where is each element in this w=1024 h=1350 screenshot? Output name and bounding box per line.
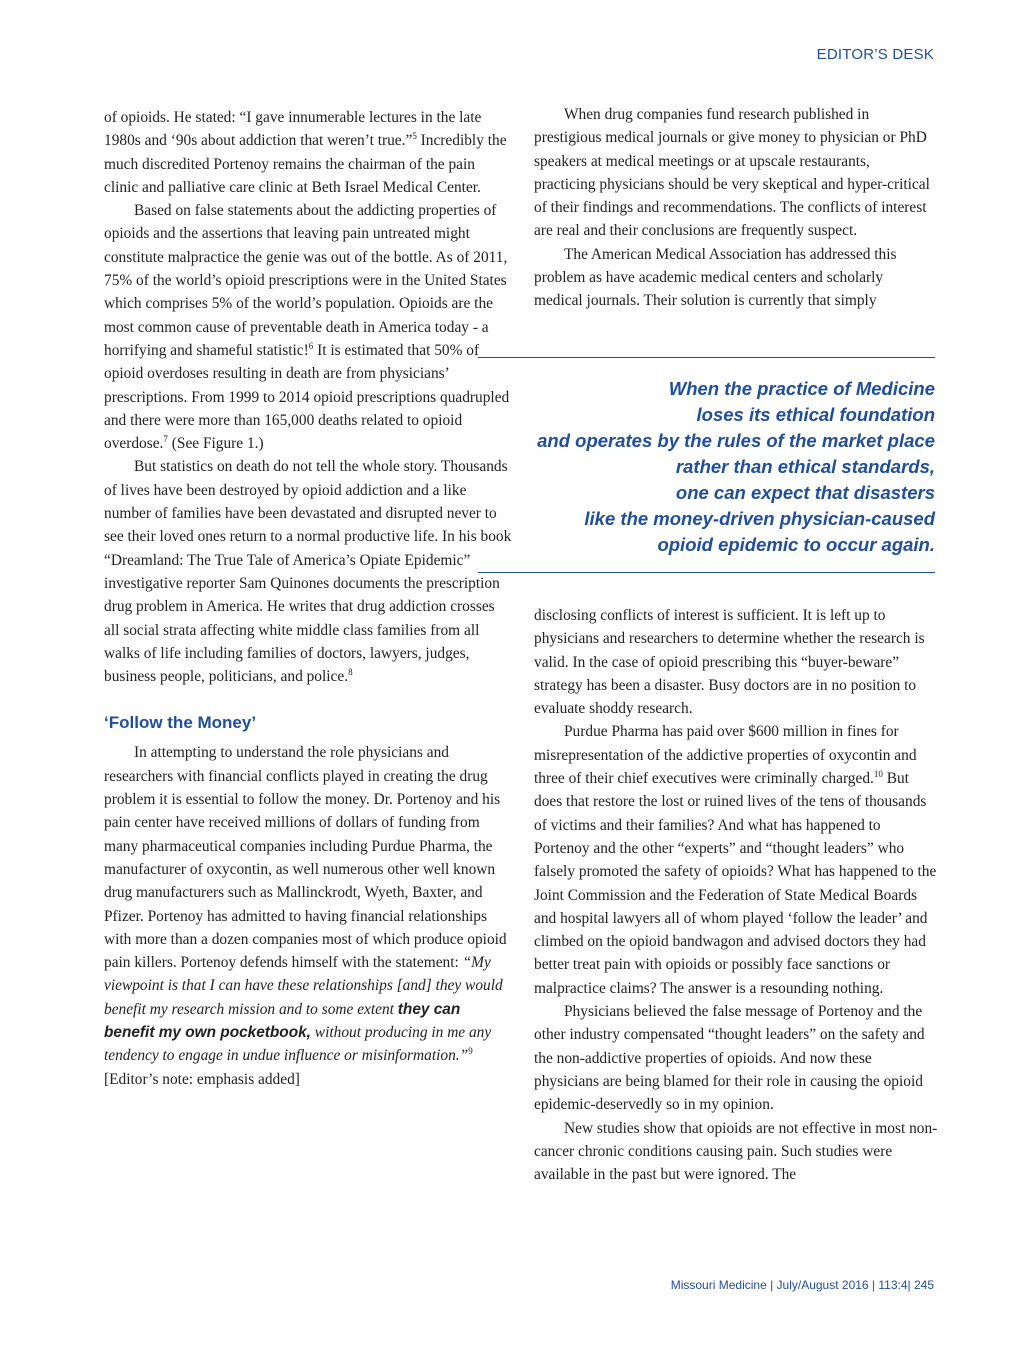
paragraph: disclosing conflicts of interest is sufficient. It is left up to physicians and researchers to determine whether the research is valid. In the case of opioid prescribing this “buyer-beware” strategy has been a disaster. Busy doctors are in no position to evaluate shoddy research.	[534, 607, 925, 718]
section-subheading: ‘Follow the Money’	[104, 713, 257, 733]
footnote-ref: 8	[348, 667, 353, 677]
quote: “My viewpoint is that I can have these relationships [and] they would benefit my research mission and to some extent	[104, 954, 503, 1018]
footnote-ref: 10	[873, 768, 883, 779]
pull-quote-top-rule	[478, 357, 935, 358]
paragraph: In attempting to understand the role physicians and researchers with financial conflicts played in creating the drug problem it is essential to follow the money. Dr. Portenoy and his pain center have received millions of dollars of funding from many pharmaceutical companies including Purdue Pharma, the manufacturer of oxycontin, as well numerous other well known drug manufacturers such as Mallinckrodt, Wyeth, Baxter, and Pfizer. Portenoy has admitted to having financial relationships with more than a dozen companies most of which produce opioid pain killers. Portenoy defends himself with the statement: “My viewpoint is that I can have these relationships [and] they would benefit my research mission and to some extent they can benefit my own pocketbook, without producing in me any tendency to engage in undue influence or misinformation.”$^9$ [Editor’s note: emphasis added]	[104, 744, 507, 1088]
pull-quote	[478, 357, 935, 573]
paragraph: of opioids. He stated: “I gave innumerable lectures in the late 1980s and ‘90s about addiction that weren’t true.”$^5$ Incredibly the much discredited Portenoy remains the chairman of the pain clinic and palliative care clinic at Beth Israel Medical Center.	[104, 109, 507, 196]
paragraph: Physicians believed the false message of Portenoy and the other industry compensated “thought leaders” on the safety and the non-addictive properties of opioids. And now these physicians are being blamed for their role in causing the opioid epidemic-deservedly so in my opinion.	[534, 1003, 925, 1114]
pull-quote-text: When the practice of Medicine loses its ethical foundation and operates by the rules of the market place rather than ethical standards, one can expect that disasters like the money-driven physician-caused opioid epidemic to occur again.	[537, 378, 935, 555]
right-column-bottom	[534, 604, 938, 1186]
section-header: EDITOR’S DESK	[816, 46, 934, 63]
left-column	[104, 106, 512, 1091]
right-column-top	[534, 103, 930, 313]
quote: without producing in me any tendency to engage in undue influence or misinformation.”	[104, 1023, 492, 1065]
paragraph: New studies show that opioids are not effective in most non-cancer chronic conditions causing pain. Such studies were available in the past but were ignored. The	[534, 1119, 938, 1184]
emphasis: they can benefit my own pocketbook,	[104, 1000, 461, 1041]
paragraph: When drug companies fund research published in prestigious medical journals or give money to physician or PhD speakers at medical meetings or at upscale restaurants, practicing physicians should be very skeptical and hyper-critical of their findings and recommendations. The conflicts of interest are real and their conclusions are frequently suspect.	[534, 106, 930, 240]
footnote-ref: 6	[308, 340, 314, 351]
footnote-ref: 9	[468, 1046, 473, 1057]
footnote-ref: 5	[412, 131, 417, 142]
pull-quote-bottom-rule	[478, 572, 935, 573]
paragraph: Based on false statements about the addicting properties of opioids and the assertions that leaving pain untreated might constitute malpractice the genie was out of the bottle. As of 2011, 75% of the world’s opioid prescriptions were in the United States which comprises 5% of the world’s population. Opioids are the most common cause of preventable death in America today - a horrifying and shameful statistic!$^6$ It is estimated that 50% of opioid overdoses resulting in death are from physicians’ prescriptions. From 1999 to 2014 opioid prescriptions quadrupled and there were more than 165,000 deaths related to opioid overdose.$^7$ (See Figure 1.)	[104, 202, 510, 453]
paragraph: But statistics on death do not tell the whole story. Thousands of lives have been destroyed by opioid addiction and a like number of families have been devastated and disrupted never to see their loved ones return to a normal productive life. In his book “Dreamland: The True Tale of America’s Opiate Epidemic” investigative reporter Sam Quinones documents the prescription drug problem in America. He writes that drug addiction crosses all social strata affecting white middle class families from all walks of life including families of doctors, lawyers, judges, business people, politicians, and police.$^8$	[104, 458, 512, 686]
page-footer: Missouri Medicine | July/August 2016 | 113:4| 245	[670, 1278, 934, 1292]
paragraph: Purdue Pharma has paid over $600 million in fines for misrepresentation of the addictive properties of oxycontin and three of their chief executives were criminally charged.$^{10}$ But does that restore the lost or ruined lives of the tens of thousands of victims and their families? And what has happened to Portenoy and the other “experts” and “thought leaders” who falsely promoted the safety of opioids? What has happened to the Joint Commission and the Federation of State Medical Boards and hospital lawyers all of whom played ‘follow the leader’ and climbed on the opioid bandwagon and advised doctors they had better treat pain with opioids or possibly face sanctions or malpractice claims? The answer is a resounding nothing.	[534, 723, 937, 997]
paragraph: The American Medical Association has addressed this problem as have academic medical centers and scholarly medical journals. Their solution is currently that simply	[534, 245, 897, 310]
footnote-ref: 7	[163, 434, 168, 445]
